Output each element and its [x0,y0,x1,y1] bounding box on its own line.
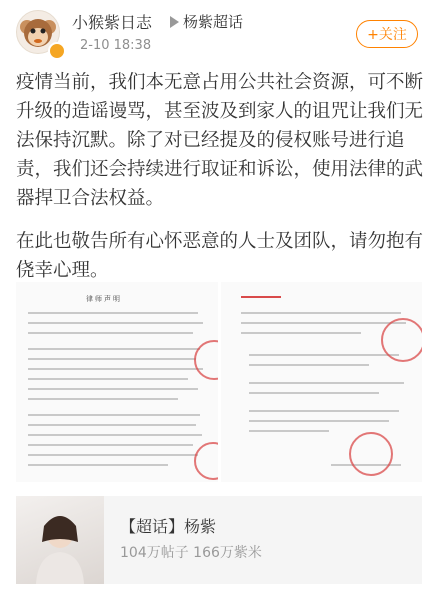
super-topic-link[interactable] [170,11,243,32]
verified-badge-icon [48,42,66,60]
post-paragraph-2: 在此也敬告所有心怀恶意的人士及团队，请勿抱有侥幸心理。 [16,231,424,281]
post-paragraph-1: 疫情当前，我们本无意占用公共社会资源，可不断升级的造谣谩骂，甚至波及到家人的诅咒让我们无法保持沉默。除了对已经提及的侵权账号进行追责，我们还会持续进行取证和诉讼，使用法律的武器捍卫合法权益。 [16,72,424,209]
topic-thumbnail [16,496,104,584]
red-seal-stamp [194,442,218,480]
red-seal-stamp [194,340,218,380]
author-name[interactable]: 小猴紫日志 [72,13,153,32]
card-title: 【超话】杨紫 [120,517,217,536]
card-stats: 104万帖子 166万紫米 [120,545,262,561]
doc-title: 律师声明 [86,295,122,303]
red-seal-stamp [349,432,393,476]
arrow-right-icon [170,16,179,28]
post-image-right[interactable] [221,282,423,482]
follow-button[interactable]: +关注 [356,20,418,48]
post-header [0,0,440,62]
post-body [16,68,426,285]
red-seal-stamp [381,318,423,362]
post-time: 2-10 18:38 [80,38,152,53]
post-images [16,282,422,482]
super-topic-card[interactable] [16,496,422,584]
post-image-left[interactable] [16,282,218,482]
super-topic-label: 杨紫超话 [183,13,244,31]
